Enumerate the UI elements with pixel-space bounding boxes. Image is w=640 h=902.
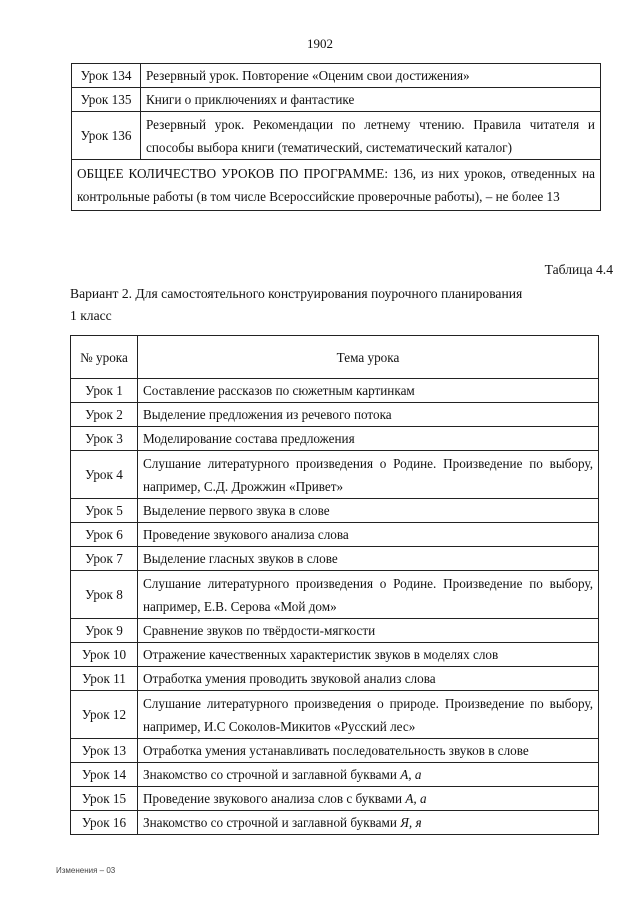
lesson-topic-text: Знакомство со строчной и заглавной буквами bbox=[143, 815, 401, 830]
lesson-letters: А, а bbox=[405, 791, 427, 806]
lesson-number: Урок 3 bbox=[71, 427, 138, 451]
lesson-number: Урок 4 bbox=[71, 451, 138, 499]
table-row bbox=[72, 64, 601, 88]
table-row bbox=[71, 691, 599, 739]
lesson-number: Урок 2 bbox=[71, 403, 138, 427]
lesson-topic: Слушание литературного произведения о Родине. Произведение по выбору, например, Е.В. Серова «Мой дом» bbox=[138, 571, 599, 619]
table-row bbox=[72, 112, 601, 160]
lesson-number: Урок 1 bbox=[71, 379, 138, 403]
lesson-topic: Выделение предложения из речевого потока bbox=[138, 403, 599, 427]
lesson-number: Урок 6 bbox=[71, 523, 138, 547]
table-row bbox=[71, 547, 599, 571]
lesson-topic bbox=[138, 763, 599, 787]
table-header-row bbox=[71, 336, 599, 379]
table-row bbox=[71, 643, 599, 667]
lesson-number: Урок 135 bbox=[72, 88, 141, 112]
table-row bbox=[71, 739, 599, 763]
lesson-number: Урок 13 bbox=[71, 739, 138, 763]
table-row bbox=[71, 451, 599, 499]
lesson-number: Урок 12 bbox=[71, 691, 138, 739]
table-row bbox=[71, 379, 599, 403]
lesson-plan-table bbox=[70, 335, 599, 835]
lesson-topic: Составление рассказов по сюжетным картинкам bbox=[138, 379, 599, 403]
table-row bbox=[71, 667, 599, 691]
column-header-topic: Тема урока bbox=[138, 336, 599, 379]
table-row bbox=[71, 427, 599, 451]
table-row bbox=[71, 403, 599, 427]
lesson-topic-text: Проведение звукового анализа слов с буквами bbox=[143, 791, 406, 806]
lesson-number: Урок 5 bbox=[71, 499, 138, 523]
lesson-topic: Книги о приключениях и фантастике bbox=[141, 88, 601, 112]
table-row bbox=[71, 571, 599, 619]
table-row bbox=[71, 763, 599, 787]
lesson-number: Урок 134 bbox=[72, 64, 141, 88]
table-row bbox=[71, 619, 599, 643]
lesson-topic: Слушание литературного произведения о природе. Произведение по выбору, например, И.С Соколов-Микитов «Русский лес» bbox=[138, 691, 599, 739]
lesson-topic: Отражение качественных характеристик звуков в моделях слов bbox=[138, 643, 599, 667]
lesson-topic: Сравнение звуков по твёрдости-мягкости bbox=[138, 619, 599, 643]
lesson-number: Урок 16 bbox=[71, 811, 138, 835]
lesson-number: Урок 136 bbox=[72, 112, 141, 160]
column-header-number: № урока bbox=[71, 336, 138, 379]
table-row bbox=[71, 523, 599, 547]
page-number: 1902 bbox=[307, 36, 333, 51]
table-row bbox=[72, 88, 601, 112]
lesson-topic: Проведение звукового анализа слова bbox=[138, 523, 599, 547]
lesson-topic: Слушание литературного произведения о Родине. Произведение по выбору, например, С.Д. Дрожжин «Привет» bbox=[138, 451, 599, 499]
lesson-topic: Моделирование состава предложения bbox=[138, 427, 599, 451]
lesson-topic: Отработка умения проводить звуковой анализ слова bbox=[138, 667, 599, 691]
lesson-number: Урок 9 bbox=[71, 619, 138, 643]
lesson-topic-text: Знакомство со строчной и заглавной буквами bbox=[143, 767, 401, 782]
lesson-topic: Выделение гласных звуков в слове bbox=[138, 547, 599, 571]
table-row bbox=[71, 787, 599, 811]
grade-label: 1 класс bbox=[70, 308, 112, 323]
lesson-number: Урок 15 bbox=[71, 787, 138, 811]
footer-revision-note: Изменения – 03 bbox=[56, 866, 116, 875]
lesson-topic bbox=[138, 787, 599, 811]
variant-heading: Вариант 2. Для самостоятельного конструирования поурочного планирования bbox=[70, 286, 523, 301]
lesson-topic: Резервный урок. Повторение «Оценим свои достижения» bbox=[141, 64, 601, 88]
lesson-letters: А, а bbox=[400, 767, 422, 782]
lesson-letters: Я, я bbox=[400, 815, 422, 830]
lesson-topic: Резервный урок. Рекомендации по летнему чтению. Правила читателя и способы выбора книги (тематический, систематический каталог) bbox=[141, 112, 601, 160]
lesson-topic: Отработка умения устанавливать последовательность звуков в слове bbox=[138, 739, 599, 763]
table-row bbox=[71, 499, 599, 523]
lesson-number: Урок 10 bbox=[71, 643, 138, 667]
top-lesson-table bbox=[71, 63, 601, 211]
table-row bbox=[71, 811, 599, 835]
lesson-number: Урок 7 bbox=[71, 547, 138, 571]
lesson-number: Урок 14 bbox=[71, 763, 138, 787]
lesson-number: Урок 8 bbox=[71, 571, 138, 619]
summary-row bbox=[72, 160, 601, 211]
lesson-topic bbox=[138, 811, 599, 835]
lesson-number: Урок 11 bbox=[71, 667, 138, 691]
lesson-topic: Выделение первого звука в слове bbox=[138, 499, 599, 523]
table-caption: Таблица 4.4 bbox=[544, 262, 613, 277]
total-lessons-summary: ОБЩЕЕ КОЛИЧЕСТВО УРОКОВ ПО ПРОГРАММЕ: 136, из них уроков, отведенных на контрольные работы (в том числе Всероссийские проверочные работы), – не более 13 bbox=[72, 160, 601, 211]
